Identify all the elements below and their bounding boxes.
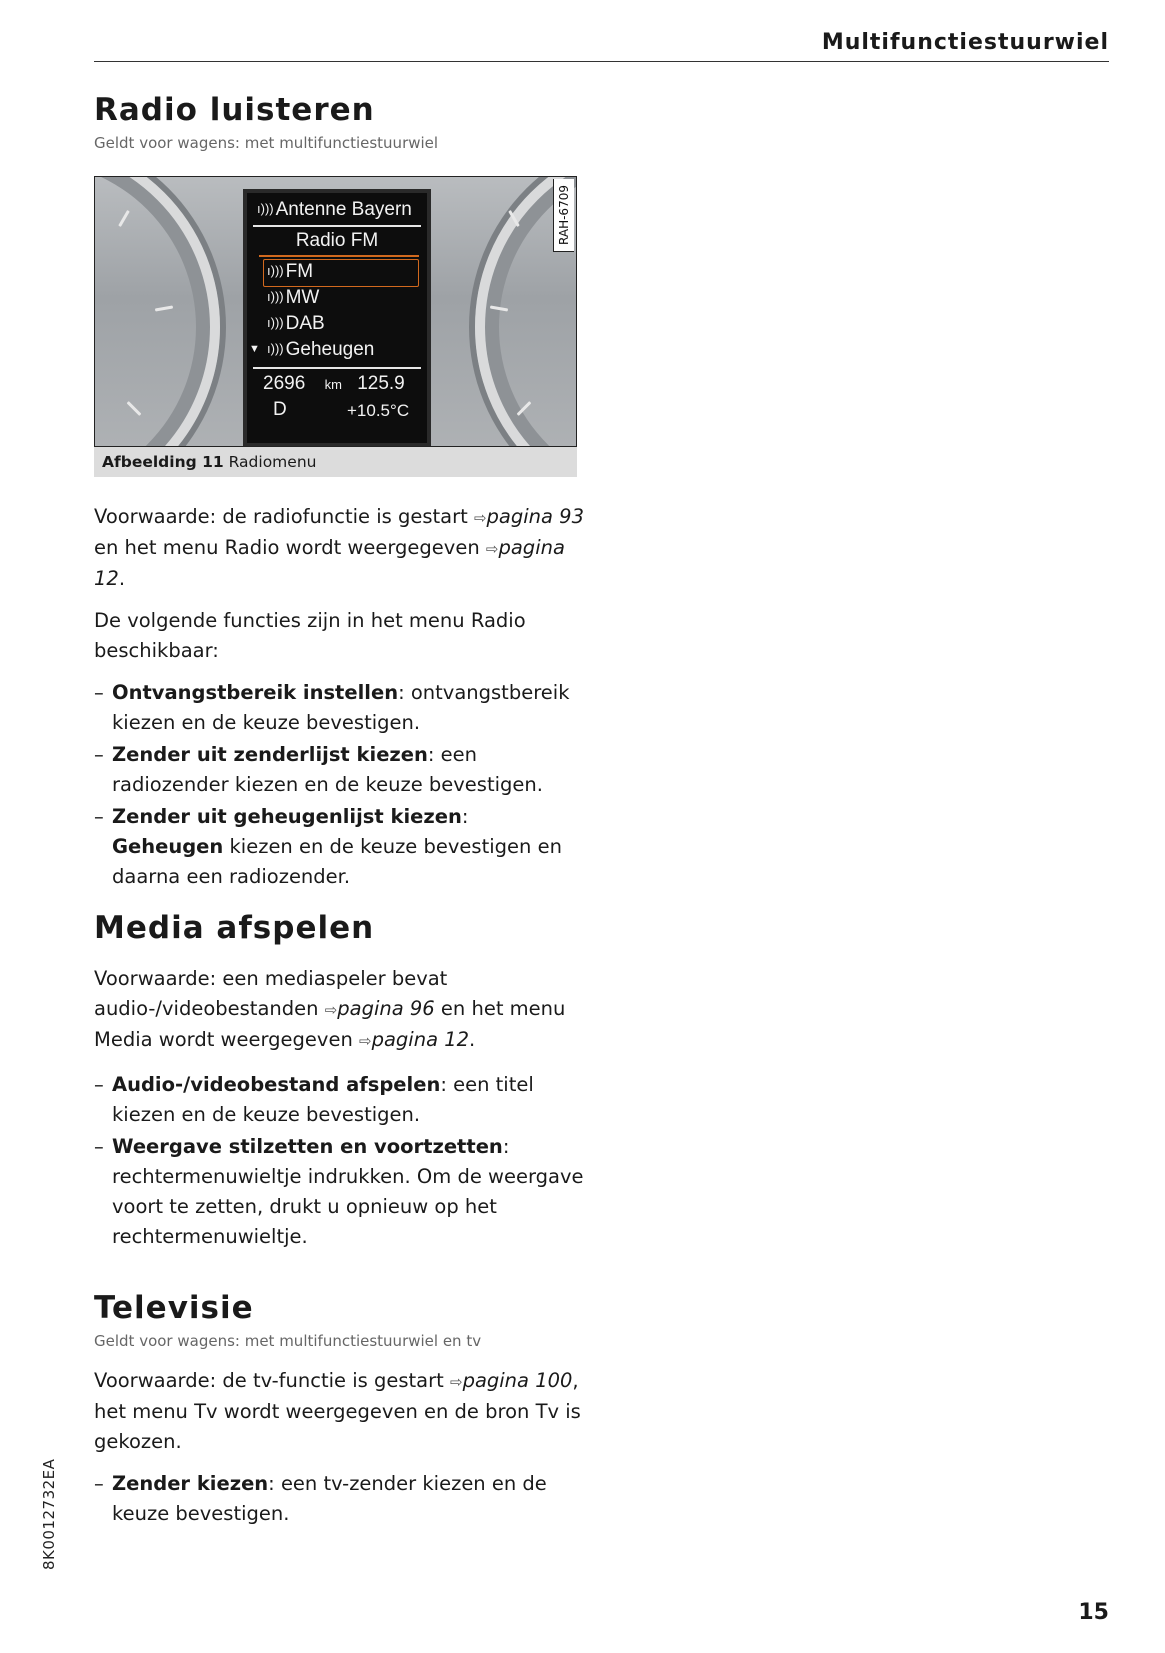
arrow-right-icon: ⇨ bbox=[449, 1373, 463, 1391]
list-item: – Zender uit geheugenlijst kiezen: Geheugen kiezen en de keuze bevestigen en daarna een radiozender. bbox=[94, 805, 562, 888]
menu-item-label: FM bbox=[285, 261, 314, 282]
list-item: – Ontvangstbereik instellen: ontvangstbereik kiezen en de keuze bevestigen. bbox=[94, 681, 570, 734]
radio-wave-icon: ı))) bbox=[267, 341, 284, 356]
menu-item-fm bbox=[267, 261, 427, 283]
arrow-right-icon: ⇨ bbox=[359, 1032, 372, 1050]
media-prerequisite: Voorwaarde: een mediaspeler bevat audio-/videobestanden ⇨pagina 96 en het menu Media wordt weergegeven ⇨pagina 12. bbox=[94, 967, 566, 1051]
page-number: 15 bbox=[1078, 1600, 1109, 1625]
applies-note: Geldt voor wagens: met multifunctiestuurwiel en tv bbox=[94, 1332, 482, 1350]
arrow-right-icon: ⇨ bbox=[485, 540, 499, 558]
document-code: 8K0012732EA bbox=[40, 1458, 58, 1570]
applies-note: Geldt voor wagens: met multifunctiestuurwiel bbox=[94, 134, 439, 152]
menu-item-dab bbox=[267, 313, 427, 335]
radio-prerequisite: Voorwaarde: de radiofunctie is gestart ⇨pagina 93 en het menu Radio wordt weergegeven ⇨pagina 12. bbox=[94, 505, 584, 590]
display-divider bbox=[253, 225, 421, 227]
caption-text: Radiomenu bbox=[228, 453, 317, 471]
menu-title-underline bbox=[259, 255, 419, 257]
left-gauge bbox=[94, 176, 220, 447]
section-heading-radio: Radio luisteren bbox=[94, 92, 375, 128]
radio-wave-icon: ı))) bbox=[267, 263, 284, 278]
page-reference-link[interactable]: pagina 12 bbox=[371, 1028, 470, 1051]
menu-title: Radio FM bbox=[295, 230, 379, 251]
odometer-unit: km bbox=[324, 377, 342, 392]
radio-wave-icon: ı))) bbox=[267, 289, 284, 304]
tv-function-list bbox=[94, 1469, 584, 1529]
page-reference-link[interactable]: pagina 96 bbox=[337, 997, 435, 1020]
tv-section bbox=[94, 1290, 584, 1531]
menu-item-label: MW bbox=[285, 287, 320, 308]
page-reference-link[interactable]: pagina 93 bbox=[486, 505, 584, 528]
arrow-right-icon: ⇨ bbox=[324, 1001, 338, 1019]
radio-body bbox=[94, 502, 584, 894]
section-heading-tv: Televisie bbox=[94, 1290, 254, 1326]
running-header: Multifunctiestuurwiel bbox=[821, 30, 1109, 55]
radio-intro: De volgende functies zijn in het menu Radio beschikbaar: bbox=[94, 609, 526, 662]
station-name-row bbox=[257, 199, 427, 221]
radio-wave-icon: ı))) bbox=[267, 315, 284, 330]
media-section bbox=[94, 910, 584, 1254]
trip-value: 125.9 bbox=[357, 373, 405, 394]
section-heading-media: Media afspelen bbox=[94, 910, 375, 946]
scroll-down-icon: ▼ bbox=[249, 343, 260, 355]
driver-info-display bbox=[243, 189, 431, 447]
arrow-right-icon: ⇨ bbox=[473, 509, 487, 527]
station-name: Antenne Bayern bbox=[275, 199, 412, 220]
figure-caption bbox=[94, 447, 577, 477]
odometer-value: 2696 bbox=[263, 373, 306, 394]
odometer-row bbox=[263, 373, 427, 395]
page-reference-link[interactable]: pagina 100 bbox=[462, 1369, 573, 1392]
page-reference-link[interactable]: pagina 12 bbox=[94, 536, 565, 590]
radio-section bbox=[94, 92, 584, 152]
menu-item-label: Geheugen bbox=[285, 339, 375, 360]
figure-code: RAH-6709 bbox=[553, 179, 574, 252]
list-item: – Zender kiezen: een tv-zender kiezen en de keuze bevestigen. bbox=[94, 1472, 547, 1525]
menu-item-mw bbox=[267, 287, 427, 309]
instrument-cluster-image bbox=[94, 176, 577, 447]
media-function-list bbox=[94, 1070, 584, 1252]
header-divider bbox=[94, 61, 1109, 62]
caption-label: Afbeelding 11 bbox=[102, 453, 224, 471]
gear-indicator: D bbox=[273, 399, 287, 420]
radio-function-list bbox=[94, 678, 584, 892]
display-divider bbox=[253, 367, 421, 369]
outside-temperature: +10.5°C bbox=[347, 401, 410, 420]
radio-wave-icon: ı))) bbox=[257, 201, 274, 216]
tv-prerequisite: Voorwaarde: de tv-functie is gestart ⇨pagina 100, het menu Tv wordt weergegeven en de bron Tv is gekozen. bbox=[94, 1369, 581, 1453]
list-item: – Zender uit zenderlijst kiezen: een radiozender kiezen en de keuze bevestigen. bbox=[94, 743, 543, 796]
figure-radiomenu bbox=[94, 176, 577, 478]
menu-item-label: DAB bbox=[285, 313, 325, 334]
list-item: – Weergave stilzetten en voortzetten: rechtermenuwieltje indrukken. Om de weergave voort te zetten, drukt u opnieuw op het rechtermenuwieltje. bbox=[94, 1135, 584, 1248]
list-item: – Audio-/videobestand afspelen: een titel kiezen en de keuze bevestigen. bbox=[94, 1073, 534, 1126]
